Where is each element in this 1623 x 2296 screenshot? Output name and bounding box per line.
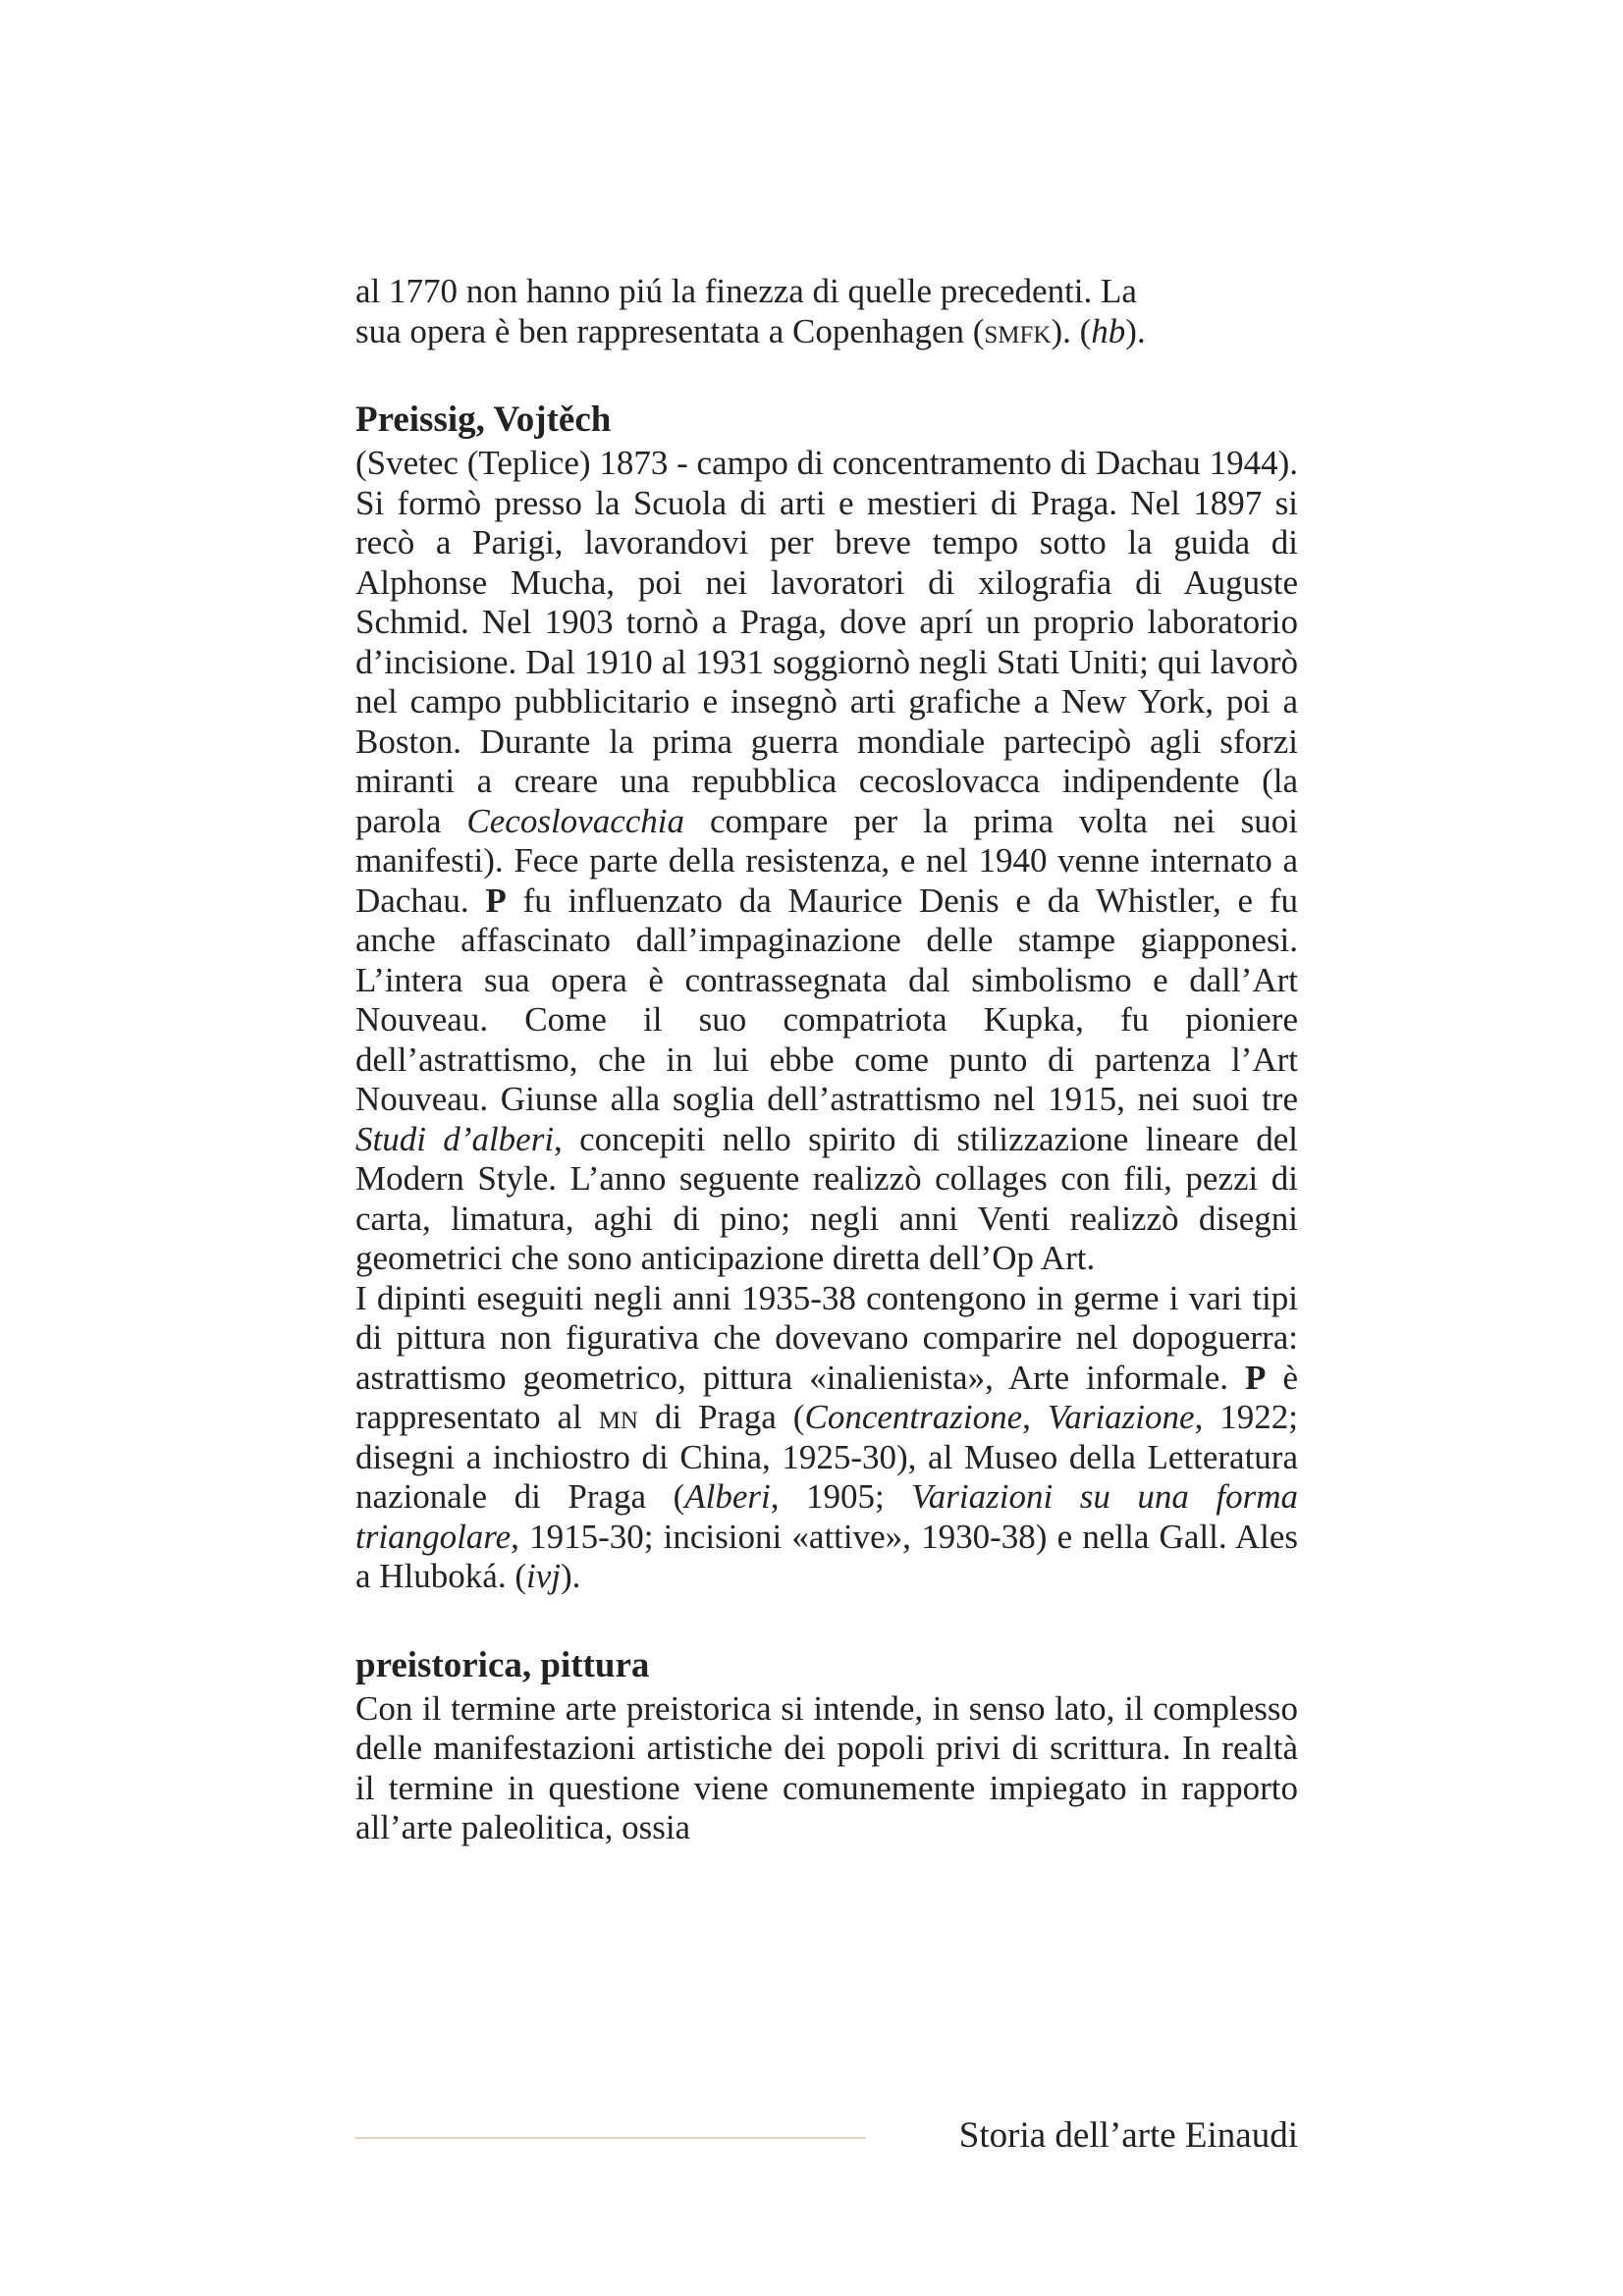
footer-title: Storia dell’arte Einaudi <box>958 2115 1298 2156</box>
author-initials: ivj <box>525 1557 561 1595</box>
entry-body-preissig-2: I dipinti eseguiti negli anni 1935-38 contengono in germe i vari tipi di pittura non figurativa che dovevano comparire nel dopoguerra: astrattismo geometrico, pittura «inalienista», Arte informale. P è rappresentato al mn di Praga (Concentrazione, Variazione, 1922; disegni a inchiostro di China, 1925-30), al Museo della Letteratura nazionale di Praga (Alberi, 1905; Variazioni su una forma triangolare, 1915-30; incisioni «attive», 1930-38) e nella Gall. Ales a Hluboká. (ivj). <box>355 1278 1299 1595</box>
text-column <box>355 272 1298 1848</box>
entry-heading-preistorica: preistorica, pittura <box>355 1644 650 1685</box>
abbreviation: smfk <box>984 311 1052 350</box>
paragraph-continuation: al 1770 non hanno piú la finezza di quelle precedenti. La sua opera è ben rappresentata a Copenhagen (smfk). (hb). <box>355 272 1146 350</box>
entry-body-preistorica: Con il termine arte preistorica si intende, in senso lato, il complesso delle manifestazioni artistiche dei popoli privi di scrittura. In realtà il termine in questione viene comunemente impiegato in rapporto all’arte paleolitica, ossia <box>355 1688 1298 1846</box>
author-initials: hb <box>1091 311 1126 350</box>
footer-rule <box>355 2137 866 2139</box>
entry-heading-preissig: Preissig, Vojtěch <box>355 400 612 440</box>
abbreviation: mn <box>598 1398 638 1436</box>
entry-body-preissig: (Svetec (Teplice) 1873 - campo di concentramento di Dachau 1944). Si formò presso la Scuola di arti e mestieri di Praga. Nel 1897 si recò a Parigi, lavorandovi per breve tempo sotto la guida di Alphonse Mucha, poi nei lavoratori di xilografia di Auguste Schmid. Nel 1903 tornò a Praga, dove aprí un proprio laboratorio d’incisione. Dal 1910 al 1931 soggiornò negli Stati Uniti; qui lavorò nel campo pubblicitario e insegnò arti grafiche a New York, poi a Boston. Durante la prima guerra mondiale partecipò agli sforzi miranti a creare una repubblica cecoslovacca indipendente (la parola Cecoslovacchia compare per la prima volta nei suoi manifesti). Fece parte della resistenza, e nel 1940 venne internato a Dachau. P fu influenzato da Maurice Denis e da Whistler, e fu anche affascinato dall’impaginazione delle stampe giapponesi. L’intera sua opera è contrassegnata dal simbolismo e dall’Art Nouveau. Come il suo compatriota Kupka, fu pioniere dell’astrattismo, che in lui ebbe come punto di partenza l’Art Nouveau. Giunse alla soglia dell’astrattismo nel 1915, nei suoi tre Studi d’alberi, concepiti nello spirito di stilizzazione lineare del Modern Style. L’anno seguente realizzò collages con fili, pezzi di carta, limatura, aghi di pino; negli anni Venti realizzò disegni geometrici che sono anticipazione diretta dell’Op Art. <box>355 444 1298 1277</box>
